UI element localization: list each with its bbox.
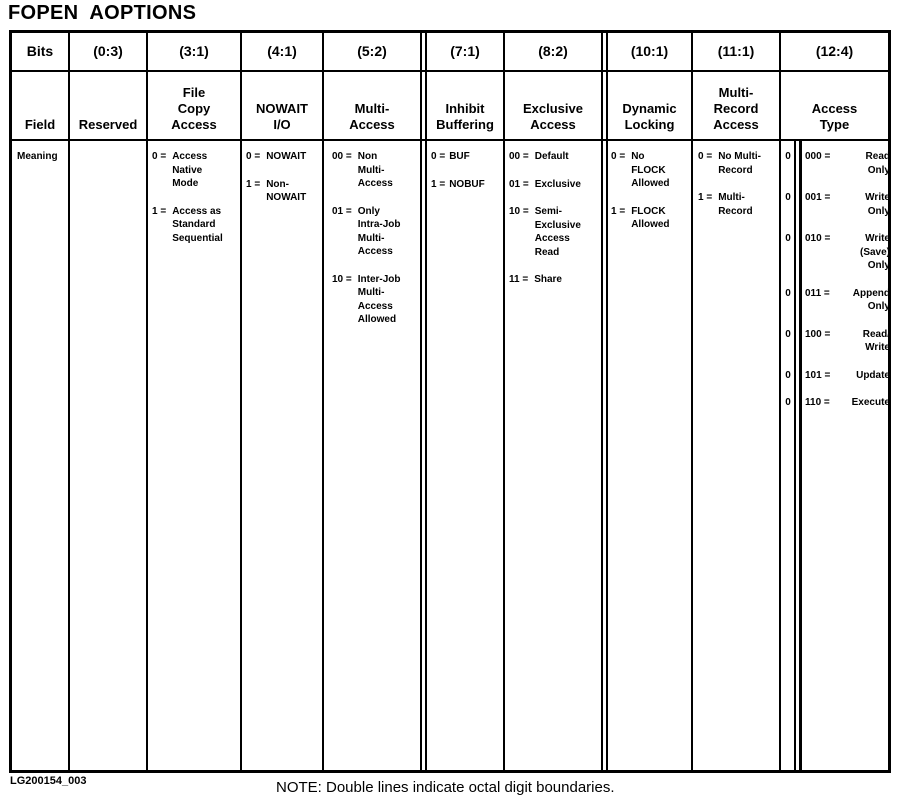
col-divider — [691, 33, 693, 770]
meaning-code: 000 = — [805, 151, 831, 162]
meaning-entry — [431, 150, 501, 164]
meaning-entry — [611, 150, 681, 191]
meaning-code: 11 = — [509, 274, 529, 285]
meaning-code: 010 = — [805, 233, 831, 244]
meaning-code: 1 = — [611, 205, 626, 217]
meaning-code: 0 = — [246, 151, 261, 162]
meaning-description: Append Only — [852, 287, 890, 312]
meaning-code: 0 = — [611, 151, 626, 162]
col-divider — [68, 33, 70, 770]
meaning-description: No Multi- Record — [718, 151, 761, 176]
meaning-exclusive-access — [509, 150, 597, 301]
meaning-entry — [698, 150, 776, 177]
meaning-entry — [509, 178, 597, 192]
octal-boundary-divider — [425, 33, 427, 770]
meaning-description: Execute — [851, 397, 890, 408]
meaning-entry — [509, 205, 597, 259]
meaning-entry — [152, 150, 236, 191]
meaning-description: Read/ Write — [862, 328, 890, 353]
meaning-description: Only Intra-Job Multi- Access — [357, 205, 401, 257]
meaning-entry — [431, 178, 501, 192]
bits-label: Bits — [26, 43, 54, 59]
meaning-entry — [781, 328, 890, 355]
meaning-description: Default — [534, 151, 569, 162]
col-divider — [240, 33, 242, 770]
bits-cell: (11:1) — [717, 43, 755, 59]
meaning-description: FLOCK Allowed — [631, 205, 670, 230]
meaning-description: Read Only — [865, 151, 890, 176]
col-divider — [146, 33, 148, 770]
bits-cell: (7:1) — [450, 43, 480, 59]
octal-bit-value: 0 — [785, 233, 791, 244]
meaning-entry — [781, 396, 890, 410]
octal-boundary-divider — [606, 33, 608, 770]
meaning-entry — [332, 205, 412, 259]
bits-cell: (4:1) — [267, 43, 297, 59]
meaning-description: NOWAIT — [266, 151, 307, 162]
meaning-entry — [509, 150, 597, 164]
col-divider — [503, 33, 505, 770]
meaning-code: 1 = — [431, 178, 446, 190]
meaning-dynamic-locking — [611, 150, 681, 246]
field-multi-record-access: Multi- Record Access — [713, 85, 759, 132]
meaning-description: Non Multi- Access — [357, 151, 393, 189]
meaning-code: 0 = — [698, 151, 713, 162]
meaning-code: 10 = — [332, 273, 352, 285]
meaning-description: Multi- Record — [718, 192, 753, 217]
bits-cell: (0:3) — [93, 43, 123, 59]
field-label: Field — [24, 117, 56, 132]
meaning-description: Non- NOWAIT — [266, 178, 307, 203]
field-dynamic-locking: Dynamic Locking — [622, 101, 677, 132]
meaning-description: BUF — [449, 151, 470, 162]
field-inhibit-buffering: Inhibit Buffering — [436, 101, 494, 132]
aoptions-table — [9, 30, 891, 773]
meaning-access-type — [781, 150, 890, 424]
octal-bit-value: 0 — [785, 397, 791, 408]
octal-bit-value: 0 — [785, 151, 791, 162]
bits-cell: (3:1) — [179, 43, 209, 59]
meaning-entry — [246, 150, 320, 164]
meaning-description: Update — [856, 369, 890, 381]
meaning-multi-access — [332, 150, 412, 341]
meaning-code: 10 = — [509, 206, 529, 217]
footnote: NOTE: Double lines indicate octal digit boundaries. — [276, 779, 615, 796]
meaning-description: Write Only — [865, 192, 890, 217]
meaning-code: 110 = — [805, 397, 830, 408]
meaning-description: Inter-Job Multi- Access Allowed — [357, 273, 401, 325]
page-title: FOPEN AOPTIONS — [8, 2, 197, 24]
meaning-description: No FLOCK Allowed — [631, 151, 670, 189]
meaning-description: Access Native Mode — [172, 151, 208, 189]
meaning-entry — [781, 150, 890, 177]
octal-boundary-divider — [601, 33, 603, 770]
meaning-description: Write (Save) Only — [859, 233, 890, 271]
figure-id: LG200154_003 — [10, 775, 87, 787]
field-exclusive-access: Exclusive Access — [523, 101, 583, 132]
bits-cell: (10:1) — [630, 43, 669, 59]
meaning-code: 1 = — [152, 205, 167, 217]
meaning-entry — [781, 232, 890, 273]
meaning-multi-record-access — [698, 150, 776, 232]
meaning-code: 0 = — [152, 151, 167, 162]
meaning-file-copy-access — [152, 150, 236, 259]
bits-cell: (8:2) — [538, 43, 568, 59]
meaning-entry — [152, 205, 236, 246]
octal-bit-value: 0 — [785, 287, 791, 299]
meaning-code: 01 = — [509, 178, 529, 190]
octal-bit-value: 0 — [785, 328, 791, 340]
meaning-code: 01 = — [332, 205, 352, 217]
meaning-entry — [509, 273, 597, 287]
octal-bit-value: 0 — [785, 369, 791, 381]
octal-boundary-divider — [420, 33, 422, 770]
meaning-description: NOBUF — [449, 178, 485, 190]
col-divider — [322, 33, 324, 770]
meaning-code: 011 = — [805, 287, 830, 299]
meaning-nowait-io — [246, 150, 320, 219]
meaning-entry — [781, 369, 890, 383]
meaning-entry — [332, 273, 412, 327]
meaning-description: Semi- Exclusive Access Read — [534, 206, 581, 258]
meaning-code: 001 = — [805, 192, 831, 203]
meaning-entry — [698, 191, 776, 218]
meaning-code: 101 = — [805, 369, 831, 381]
meaning-entry — [781, 287, 890, 314]
meaning-inhibit-buffering — [431, 150, 501, 205]
meaning-code: 1 = — [246, 178, 261, 190]
meaning-label: Meaning — [17, 151, 58, 162]
field-reserved: Reserved — [78, 117, 138, 132]
meaning-code: 1 = — [698, 192, 713, 203]
meaning-entry — [781, 191, 890, 218]
meaning-code: 00 = — [332, 151, 352, 162]
field-nowait-io: NOWAIT I/O — [256, 101, 308, 132]
meaning-description: Share — [534, 274, 562, 285]
meaning-entry — [611, 205, 681, 232]
field-row-divider — [12, 139, 888, 141]
octal-bit-value: 0 — [785, 192, 791, 203]
bits-cell: (12:4) — [815, 43, 854, 59]
meaning-entry — [332, 150, 412, 191]
meaning-code: 100 = — [805, 328, 831, 340]
field-file-copy-access: File Copy Access — [171, 85, 217, 132]
meaning-code: 0 = — [431, 151, 446, 162]
bits-cell: (5:2) — [357, 43, 387, 59]
meaning-entry — [246, 178, 320, 205]
meaning-description: Access as Standard Sequential — [172, 205, 223, 244]
meaning-code: 00 = — [509, 151, 529, 162]
field-multi-access: Multi- Access — [349, 101, 395, 132]
field-access-type: Access Type — [811, 101, 858, 132]
meaning-description: Exclusive — [534, 178, 581, 190]
